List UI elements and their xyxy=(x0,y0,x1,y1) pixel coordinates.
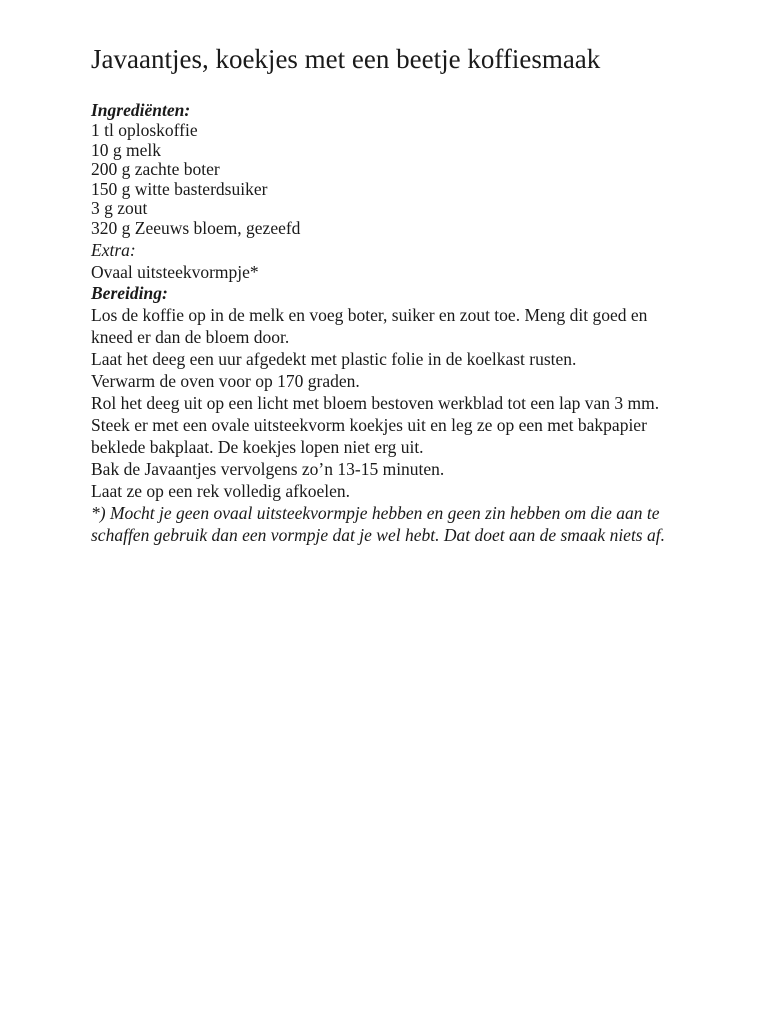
extra-item: Ovaal uitsteekvormpje* xyxy=(91,261,259,282)
preparation-step: Rol het deeg uit op een licht met bloem bestoven werkblad tot een lap van 3 mm. xyxy=(91,392,660,413)
ingredient-item: 1 tl oploskoffie xyxy=(91,120,198,140)
extra-heading: Extra: xyxy=(91,239,136,260)
preparation-step: Steek er met een ovale uitsteekvorm koekjes uit en leg ze op een met bakpapier beklede bakplaat. De koekjes lopen niet erg uit. xyxy=(91,414,647,457)
preparation-step: Verwarm de oven voor op 170 graden. xyxy=(91,370,360,391)
ingredients-heading: Ingrediënten: xyxy=(91,100,191,120)
ingredient-item: 200 g zachte boter xyxy=(91,159,220,180)
ingredient-item: 3 g zout xyxy=(91,198,148,219)
preparation-steps xyxy=(91,304,681,502)
recipe-document xyxy=(91,40,681,546)
ingredients-list xyxy=(91,121,681,239)
recipe-title: Javaantjes, koekjes met een beetje koffiesmaak xyxy=(91,44,601,74)
preparation-heading: Bereiding: xyxy=(91,282,168,303)
footnote: *) Mocht je geen ovaal uitsteekvormpje hebben en geen zin hebben om die aan te schaffen gebruik dan een vormpje dat je wel hebt. Dat doet aan de smaak niets af. xyxy=(91,502,665,545)
ingredient-item: 320 g Zeeuws bloem, gezeefd xyxy=(91,217,301,238)
preparation-step: Laat ze op een rek volledig afkoelen. xyxy=(91,480,350,501)
preparation-step: Los de koffie op in de melk en voeg boter, suiker en zout toe. Meng dit goed en kneed er dan de bloem door. xyxy=(91,304,648,347)
preparation-step: Laat het deeg een uur afgedekt met plastic folie in de koelkast rusten. xyxy=(91,348,577,369)
preparation-step: Bak de Javaantjes vervolgens zo’n 13-15 minuten. xyxy=(91,458,445,479)
ingredient-item: 10 g melk xyxy=(91,139,161,160)
ingredient-item: 150 g witte basterdsuiker xyxy=(91,178,268,199)
